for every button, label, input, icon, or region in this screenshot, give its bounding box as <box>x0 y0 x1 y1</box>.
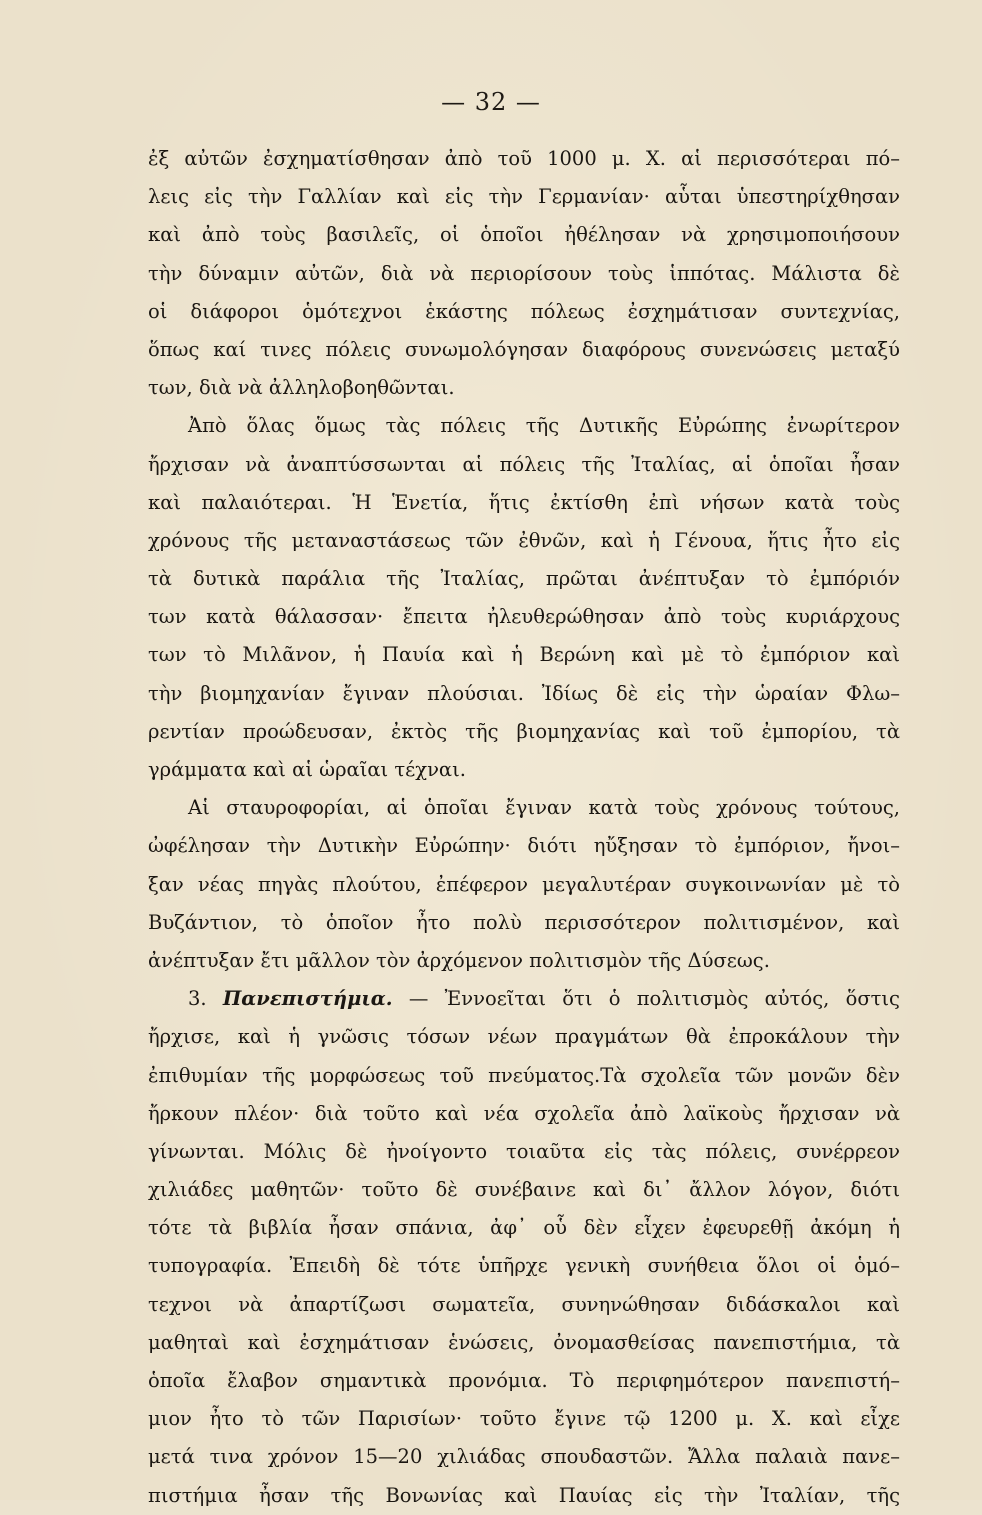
section-heading-line <box>148 980 900 1018</box>
text-line: πιστήμια ἦσαν τῆς Βονωνίας καὶ Παυίας εἰς τὴν Ἰταλίαν, τῆς <box>148 1483 900 1507</box>
text-line: μιον ἦτο τὸ τῶν Παρισίων· τοῦτο ἔγινε τῷ 1200 μ. Χ. καὶ εἶχε <box>148 1407 900 1431</box>
body-text <box>148 140 900 1515</box>
text-line: ὠφέλησαν τὴν Δυτικὴν Εὐρώπην· διότι ηὔξησαν τὸ ἐμπόριον, ἤνοι– <box>148 834 900 858</box>
text-line: τυπογραφία. Ἐπειδὴ δὲ τότε ὑπῆρχε γενικὴ συνήθεια ὅλοι οἱ ὁμό– <box>148 1254 900 1278</box>
text-line: ρεντίαν προώδευσαν, ἐκτὸς τῆς βιομηχανίας καὶ τοῦ ἐμπορίου, τὰ <box>148 719 900 743</box>
text-line: γράμματα καὶ αἱ ὡραῖαι τέχναι. <box>148 758 466 781</box>
text-line: των τὸ Μιλᾶνον, ἡ Παυία καὶ ἡ Βερώνη καὶ μὲ τὸ ἐμπόριον καὶ <box>148 643 900 667</box>
text-line: τὴν βιομηχανίαν ἔγιναν πλούσιαι. Ἰδίως δὲ εἰς τὴν ὡραίαν Φλω– <box>148 681 900 705</box>
text-line: ἐπιθυμίαν τῆς μορφώσεως τοῦ πνεύματος.Τὰ σχολεῖα τῶν μονῶν δὲν <box>148 1063 900 1087</box>
text-line: οἱ διάφοροι ὁμότεχνοι ἑκάστης πόλεως ἐσχημάτισαν συντεχνίας, <box>148 299 900 323</box>
text-line: ὅπως καί τινες πόλεις συνωμολόγησαν διαφόρους συνενώσεις μεταξύ <box>148 337 900 361</box>
text-line: καὶ ἀπὸ τοὺς βασιλεῖς, οἱ ὁποῖοι ἠθέλησαν νὰ χρησιμοποιήσουν <box>148 223 900 247</box>
text-line: μετά τινα χρόνον 15—20 χιλιάδας σπουδαστῶν. Ἄλλα παλαιὰ πανε– <box>148 1445 900 1469</box>
text-line: χρόνους τῆς μεταναστάσεως τῶν ἐθνῶν, καὶ ἡ Γένουα, ἥτις ἦτο εἰς <box>148 528 900 552</box>
text-line: λεις εἰς τὴν Γαλλίαν καὶ εἰς τὴν Γερμανίαν· αὗται ὑπεστηρίχθησαν <box>148 185 900 209</box>
text-line: τὰ δυτικὰ παράλια τῆς Ἰταλίας, πρῶται ἀνέπτυξαν τὸ ἐμπόριόν <box>148 567 900 591</box>
text-line: των, διὰ νὰ ἀλληλοβοηθῶνται. <box>148 376 455 400</box>
text-line: τότε τὰ βιβλία ἦσαν σπάνια, ἀφ᾽ οὗ δὲν εἶχεν ἐφευρεθῇ ἀκόμη ἡ <box>148 1216 900 1240</box>
text-line: Αἱ σταυροφορίαι, αἱ ὁποῖαι ἔγιναν κατὰ τοὺς χρόνους τούτους, <box>188 796 900 820</box>
text-line: ἤρκουν πλέον· διὰ τοῦτο καὶ νέα σχολεῖα ἀπὸ λαϊκοὺς ἤρχισαν νὰ <box>148 1101 900 1125</box>
text-line: γίνωνται. Μόλις δὲ ἠνοίγοντο τοιαῦτα εἰς τὰς πόλεις, συνέρρεον <box>148 1139 900 1163</box>
text-line: Ἀπὸ ὅλας ὅμως τὰς πόλεις τῆς Δυτικῆς Εὐρώπης ἐνωρίτερον <box>188 414 900 438</box>
section-first-line: — Ἐννοεῖται ὅτι ὁ πολιτισμὸς αὐτός, ὅστις <box>408 987 900 1011</box>
text-line: καὶ παλαιότεραι. Ἡ Ἑνετία, ἥτις ἐκτίσθη ἐπὶ νήσων κατὰ τοὺς <box>148 490 900 514</box>
text-line: των κατὰ θάλασσαν· ἔπειτα ἠλευθερώθησαν ἀπὸ τοὺς κυριάρχους <box>148 605 900 629</box>
text-line: ἤρχισε, καὶ ἡ γνῶσις τόσων νέων πραγμάτων θὰ ἐπροκάλουν τὴν <box>148 1025 900 1049</box>
text-line: ὁποῖα ἔλαβον σημαντικὰ προνόμια. Τὸ περιφημότερον πανεπιστή– <box>148 1369 900 1392</box>
text-line: μαθηταὶ καὶ ἐσχημάτισαν ἑνώσεις, ὀνομασθείσας πανεπιστήμια, τὰ <box>148 1330 900 1354</box>
text-line: χιλιάδες μαθητῶν· τοῦτο δὲ συνέβαινε καὶ δι᾽ ἄλλον λόγον, διότι <box>148 1178 900 1202</box>
section-title: Πανεπιστήμια. <box>222 987 393 1011</box>
text-line: τεχνοι νὰ ἀπαρτίζωσι σωματεῖα, συνηνώθησαν διδάσκαλοι καὶ <box>148 1292 900 1316</box>
text-line: ἐξ αὐτῶν ἐσχηματίσθησαν ἀπὸ τοῦ 1000 μ. Χ. αἱ περισσότεραι πό– <box>148 147 900 170</box>
text-line: ξαν νέας πηγὰς πλούτου, ἐπέφερον μεγαλυτέραν συγκοινωνίαν μὲ τὸ <box>148 872 900 896</box>
page-number: — 32 — <box>441 88 541 116</box>
text-line: ἀνέπτυξαν ἔτι μᾶλλον τὸν ἀρχόμενον πολιτισμὸν τῆς Δύσεως. <box>148 948 770 972</box>
text-line: ἤρχισαν νὰ ἀναπτύσσωνται αἱ πόλεις τῆς Ἰταλίας, αἱ ὁποῖαι ἦσαν <box>148 452 900 476</box>
section-number: 3. <box>188 987 207 1011</box>
text-line: τὴν δύναμιν αὐτῶν, διὰ νὰ περιορίσουν τοὺς ἱππότας. Μάλιστα δὲ <box>148 261 900 285</box>
text-line: Βυζάντιον, τὸ ὁποῖον ἦτο πολὺ περισσότερον πολιτισμένον, καὶ <box>148 910 900 934</box>
